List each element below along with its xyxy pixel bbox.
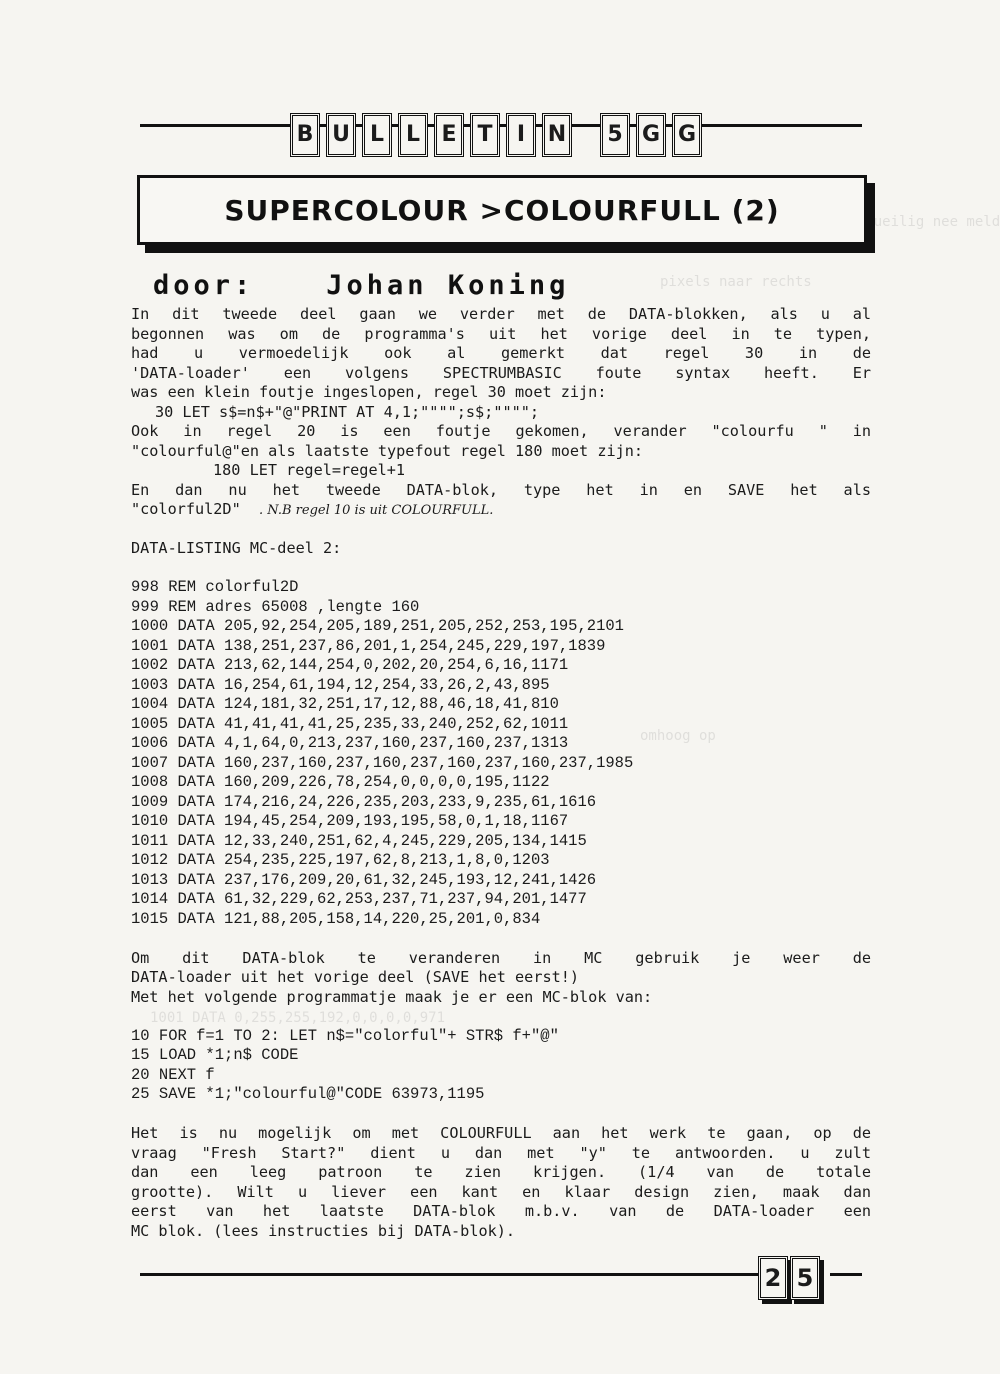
bleed-through-text: 1001 DATA 0,255,255,192,0,0,0,0,971 bbox=[150, 1010, 446, 1026]
article-title-box bbox=[137, 175, 867, 245]
page-digit: 5 bbox=[790, 1256, 820, 1300]
para2-line: Om dit DATA-blok te veranderen in MC gebruik je weer de bbox=[131, 948, 871, 967]
footer-rule bbox=[140, 1273, 760, 1276]
listing-line: 1000 DATA 205,92,254,205,189,251,205,252,253,195,2101 bbox=[131, 617, 624, 635]
listing-title: DATA-LISTING MC-deel 2: bbox=[131, 539, 342, 557]
intro-line: In dit tweede deel gaan we verder met de DATA-blokken, als u al bbox=[131, 305, 871, 323]
masthead-number: G bbox=[672, 113, 702, 157]
outro-line: En dan nu het tweede DATA-blok, type het in en SAVE het als bbox=[131, 480, 871, 499]
listing-line: 1002 DATA 213,62,144,254,0,202,20,254,6,16,1171 bbox=[131, 656, 569, 674]
listing-line: 1005 DATA 41,41,41,41,25,235,33,240,252,62,1011 bbox=[131, 714, 569, 733]
bleed-through-text: omhoog op bbox=[640, 728, 716, 744]
para3-line: dan een leeg patroon te zien krijgen. (1/4 van de totale bbox=[131, 1163, 871, 1181]
listing-line: 1013 DATA 237,176,209,20,61,32,245,193,12,241,1426 bbox=[131, 870, 597, 889]
listing-line: 1001 DATA 138,251,237,86,201,1,254,245,229,197,1839 bbox=[131, 636, 606, 655]
para3-line: MC blok. (lees instructies bij DATA-blok). bbox=[131, 1221, 516, 1240]
listing-line: 1004 DATA 124,181,32,251,17,12,88,46,18,41,810 bbox=[131, 695, 559, 713]
listing-line: 1012 DATA 254,235,225,197,62,8,213,1,8,0,1203 bbox=[131, 851, 550, 869]
listing-line: 998 REM colorful2D bbox=[131, 578, 299, 596]
listing-line: 1014 DATA 61,32,229,62,253,237,71,237,94,201,1477 bbox=[131, 890, 587, 908]
bleed-through-text: pixels naar rechts bbox=[660, 274, 812, 290]
bulletin-masthead bbox=[290, 113, 702, 157]
fix-line-30: 30 LET s$=n$+"@"PRINT AT 4,1;"""";s$;""""; bbox=[155, 402, 540, 421]
article-body bbox=[131, 305, 871, 1241]
para3-line: grootte). Wilt u liever een kant en klaar design zien, maak dan bbox=[131, 1182, 871, 1201]
program-line: 15 LOAD *1;n$ CODE bbox=[131, 1046, 299, 1064]
para3-line: Het is nu mogelijk om met COLOURFULL aan het werk te gaan, op de bbox=[131, 1124, 871, 1142]
masthead-letter: N bbox=[542, 113, 572, 157]
masthead-letter: I bbox=[506, 113, 536, 157]
masthead-number: G bbox=[636, 113, 666, 157]
intro-line: was een klein foutje ingeslopen, regel 30 moet zijn: bbox=[131, 383, 607, 401]
listing-line: 1008 DATA 160,209,226,78,254,0,0,0,0,195,1122 bbox=[131, 773, 550, 791]
listing-line: 1003 DATA 16,254,61,194,12,254,33,26,2,43,895 bbox=[131, 675, 550, 694]
program-line: 20 NEXT f bbox=[131, 1065, 215, 1084]
masthead-letter: T bbox=[470, 113, 500, 157]
masthead-letter: L bbox=[398, 113, 428, 157]
fix-line-180: 180 LET regel=regel+1 bbox=[213, 461, 406, 479]
filename: "colorful2D" bbox=[131, 500, 241, 518]
basic-program bbox=[131, 1027, 871, 1105]
masthead-letter: U bbox=[326, 113, 356, 157]
masthead-letter: E bbox=[434, 113, 464, 157]
para2-line: Met het volgende programmatje maak je er een MC-blok van: bbox=[131, 987, 653, 1006]
data-listing bbox=[131, 578, 871, 929]
intro-line: 'DATA-loader' een volgens SPECTRUMBASIC foute syntax heeft. Er bbox=[131, 363, 871, 382]
listing-line: 1015 DATA 121,88,205,158,14,220,25,201,0,834 bbox=[131, 909, 541, 928]
page-number bbox=[758, 1256, 820, 1300]
program-line: 10 FOR f=1 TO 2: LET n$="colorful"+ STR$ f+"@" bbox=[131, 1026, 559, 1045]
page-digit: 2 bbox=[758, 1256, 788, 1300]
author-name: Johan Koning bbox=[326, 270, 570, 301]
listing-line: 1009 DATA 174,216,24,226,235,203,233,9,235,61,1616 bbox=[131, 792, 597, 811]
masthead-letter: L bbox=[362, 113, 392, 157]
intro-line: had u vermoedelijk ook al gemerkt dat regel 30 in de bbox=[131, 344, 871, 362]
handwritten-note: . N.B regel 10 is uit COLOURFULL. bbox=[259, 503, 494, 518]
article-title: SUPERCOLOUR >COLOURFULL (2) bbox=[224, 193, 780, 227]
listing-line: 1011 DATA 12,33,240,251,62,4,245,229,205,134,1415 bbox=[131, 831, 587, 850]
masthead-gap bbox=[578, 113, 594, 157]
program-line: 25 SAVE *1;"colourful@"CODE 63973,1195 bbox=[131, 1085, 485, 1103]
author-line bbox=[153, 270, 569, 301]
outro-line-2 bbox=[131, 500, 871, 520]
intro-line: begonnen was om de programma's uit het vorige deel in te typen, bbox=[131, 324, 871, 343]
footer-rule-tail bbox=[830, 1273, 862, 1276]
masthead-letter: B bbox=[290, 113, 320, 157]
mid-line: "colourful@"en als laatste typefout regel 180 moet zijn: bbox=[131, 441, 644, 460]
para3-line: vraag "Fresh Start?" dient u dan met "y" te antwoorden. u zult bbox=[131, 1143, 871, 1162]
mid-line: Ook in regel 20 is een foutje gekomen, verander "colourfu " in bbox=[131, 422, 871, 440]
listing-line: 1010 DATA 194,45,254,209,193,195,58,0,1,18,1167 bbox=[131, 812, 569, 830]
listing-line: 999 REM adres 65008 ,lengte 160 bbox=[131, 597, 420, 616]
author-label: door: bbox=[153, 270, 255, 301]
para3-line: eerst van het laatste DATA-blok m.b.v. van de DATA-loader een bbox=[131, 1202, 871, 1220]
listing-line: 1007 DATA 160,237,160,237,160,237,160,237,160,237,1985 bbox=[131, 753, 634, 772]
masthead-number: 5 bbox=[600, 113, 630, 157]
listing-line: 1006 DATA 4,1,64,0,213,237,160,237,160,237,1313 bbox=[131, 734, 569, 752]
para2-line: DATA-loader uit het vorige deel (SAVE het eerst!) bbox=[131, 968, 580, 986]
bleed-through-text: Met ueilig nee meld bbox=[840, 214, 1000, 230]
